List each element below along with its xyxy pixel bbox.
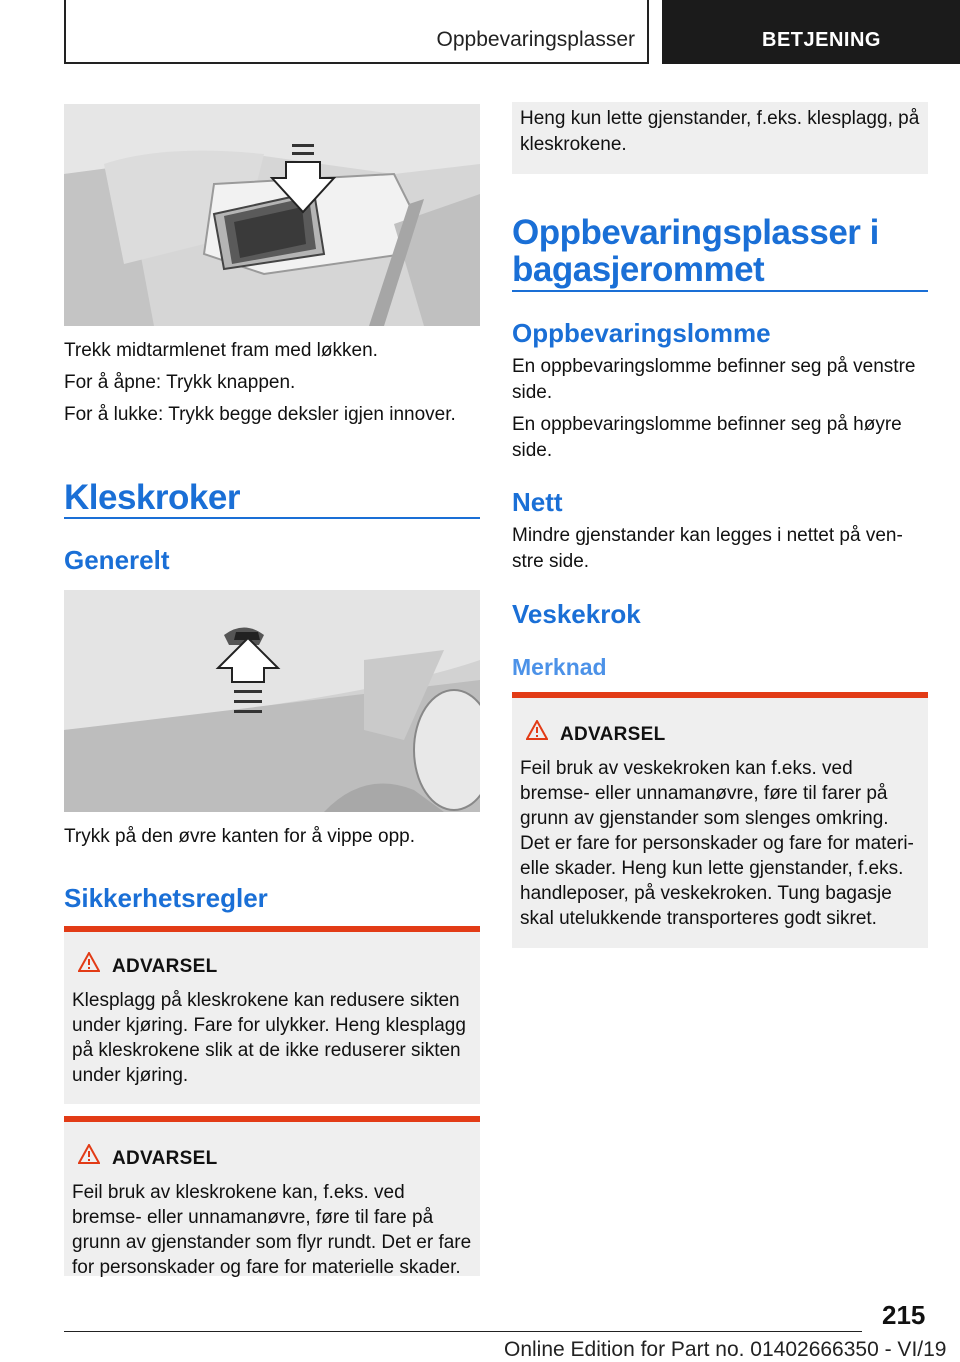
pocket-right-text: En oppbevaringslomme befinner seg på høyre side.	[512, 414, 902, 461]
warning-triangle-icon	[526, 720, 548, 740]
warning-box-1	[64, 926, 480, 1104]
heading-sikkerhetsregler: Sikkerhetsregler	[64, 883, 268, 913]
warning-text: Klesplagg på kleskrokene kan redusere sikten under kjøring. Fare for ulykker. Heng klesplagg på kleskrokene slik at de ikke reduserer sikten under kjøring.	[72, 990, 466, 1086]
warning-box-2	[64, 1116, 480, 1276]
caption-pull-armrest: Trekk midtarmlenet fram med løkken.	[64, 340, 378, 361]
armrest-figure	[64, 104, 480, 326]
note-text: Heng kun lette gjenstander, f.eks. klesplagg, på kleskrokene.	[520, 108, 920, 155]
header-section-title: Oppbevaringsplasser	[436, 28, 635, 51]
warning-title: ADVARSEL	[112, 956, 218, 977]
footer-rule	[64, 1331, 862, 1332]
header-chapter-box	[662, 0, 960, 64]
caption-close: For å lukke: Trykk begge deksler igjen innover.	[64, 404, 456, 425]
heading-nett: Nett	[512, 487, 563, 517]
page-number: 215	[882, 1300, 926, 1330]
warning-box-3	[512, 692, 928, 948]
footer-edition: Online Edition for Part no. 01402666350 - VI/19	[504, 1338, 947, 1361]
net-text: Mindre gjenstander kan legges i nettet på ven‐ stre side.	[512, 525, 903, 572]
heading-rule	[512, 290, 928, 292]
heading-veskekrok: Veskekrok	[512, 599, 641, 629]
heading-generelt: Generelt	[64, 545, 170, 575]
note-box	[512, 102, 928, 174]
warning-text: Feil bruk av kleskrokene kan, f.eks. ved bremse- eller unnamanøvre, føre til fare på grunn av gjenstander som flyr rundt. Det er fare for personskader og fare for materielle skader.	[72, 1182, 472, 1278]
warning-triangle-icon	[78, 1144, 100, 1164]
warning-triangle-icon	[78, 952, 100, 972]
header-section-box	[64, 0, 649, 64]
heading-rule	[64, 517, 480, 519]
caption-open: For å åpne: Trykk knappen.	[64, 372, 296, 393]
heading-merknad: Merknad	[512, 654, 607, 680]
pocket-left-text: En oppbevaringslomme befinner seg på venstre side.	[512, 356, 916, 403]
warning-title: ADVARSEL	[112, 1148, 218, 1169]
coat-hook-figure	[64, 590, 480, 812]
heading-oppbevaringslomme: Oppbevaringslomme	[512, 318, 771, 348]
header-chapter-title: BETJENING	[762, 29, 881, 51]
heading-kleskroker: Kleskroker	[64, 478, 240, 517]
caption-tilt-hook: Trykk på den øvre kanten for å vippe opp.	[64, 826, 415, 847]
warning-text: Feil bruk av veskekroken kan f.eks. ved bremse- eller unnamanøvre, føre til farer på grunn av gjenstander som slenges omkring. Det er fare for personskader og fare for materi‐ elle skader. Heng kun lette gjenstander, f.eks. handleposer, på veskekroken. Tung bagasje skal utelukkende transporteres godt sikret.	[520, 758, 914, 929]
heading-trunk-storage: Oppbevaringsplasser i bagasjerommet	[512, 213, 879, 289]
warning-title: ADVARSEL	[560, 724, 666, 745]
